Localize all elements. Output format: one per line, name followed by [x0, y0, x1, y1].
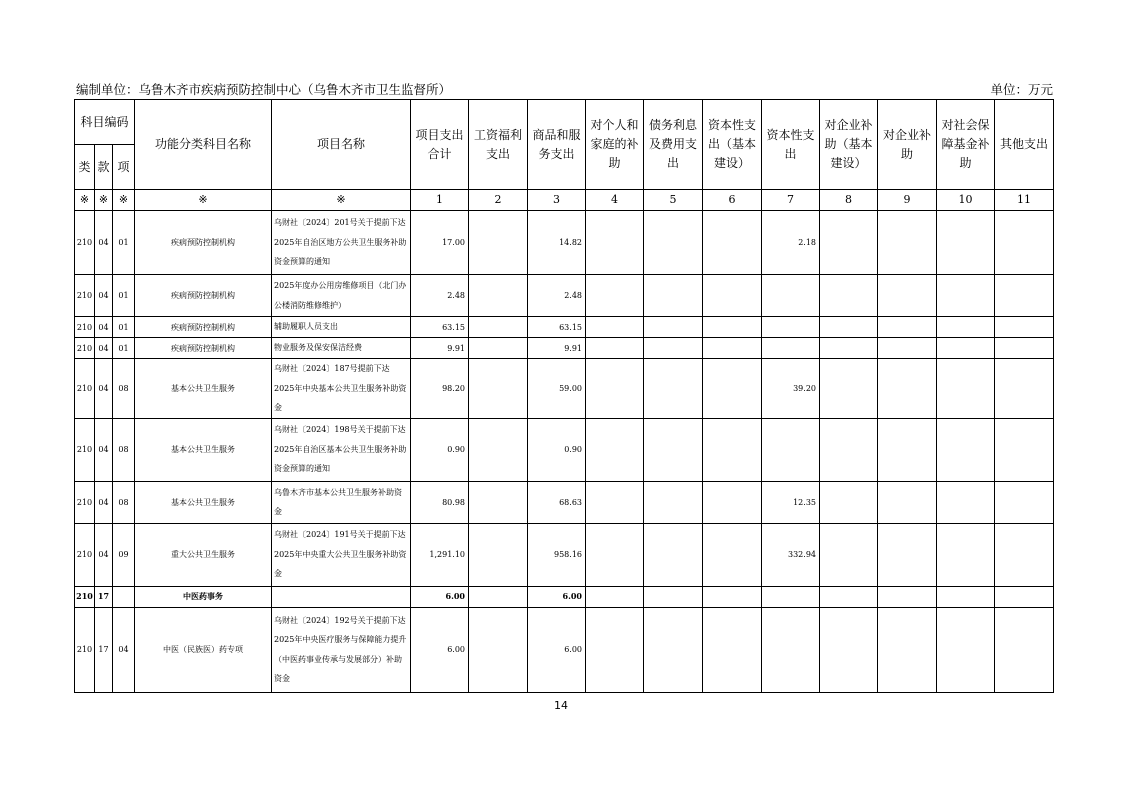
table-row: [75, 481, 1054, 523]
index-number: 1: [411, 190, 469, 211]
amount-capital-construction: [703, 607, 762, 692]
code-kuan: 04: [95, 418, 113, 481]
amount-goods-services: 0.90: [528, 418, 586, 481]
amount-enterprise-construction: [820, 338, 878, 359]
amount-debt-interest: [644, 211, 703, 275]
amount-goods-services: 68.63: [528, 481, 586, 523]
table-row: [75, 338, 1054, 359]
amount-social-security: [937, 275, 995, 317]
amount-goods-services: 6.00: [528, 607, 586, 692]
amount-social-security: [937, 338, 995, 359]
code-lei: 210: [75, 481, 95, 523]
amount-social-security: [937, 418, 995, 481]
amount-debt-interest: [644, 359, 703, 419]
amount-household-subsidy: [586, 211, 644, 275]
project-name-cell: 乌财社〔2024〕201号关于提前下达2025年自治区地方公共卫生服务补助资金预算的通知: [272, 211, 411, 275]
amount-capital: [762, 418, 820, 481]
code-kuan: 04: [95, 211, 113, 275]
amount-capital-construction: [703, 211, 762, 275]
amount-enterprise-subsidy: [878, 211, 937, 275]
index-number: 7: [762, 190, 820, 211]
amount-wages: [469, 418, 528, 481]
func-name-cell: 中医药事务: [135, 586, 272, 607]
amount-household-subsidy: [586, 275, 644, 317]
amount-other: [995, 523, 1054, 586]
amount-enterprise-construction: [820, 418, 878, 481]
amount-total: 0.90: [411, 418, 469, 481]
code-xiang: 08: [113, 359, 135, 419]
amount-total: 1,291.10: [411, 523, 469, 586]
amount-debt-interest: [644, 481, 703, 523]
amount-wages: [469, 275, 528, 317]
col-header-10: 对社会保障基金补助: [937, 100, 995, 190]
amount-household-subsidy: [586, 523, 644, 586]
col-header-4: 对个人和家庭的补助: [586, 100, 644, 190]
page-number: 14: [554, 699, 568, 712]
col-header-func-name: 功能分类科目名称: [135, 100, 272, 190]
amount-debt-interest: [644, 523, 703, 586]
project-name-cell: 物业服务及保安保洁经费: [272, 338, 411, 359]
amount-total: 63.15: [411, 317, 469, 338]
func-name-cell: 中医（民族医）药专项: [135, 607, 272, 692]
col-header-7: 资本性支出: [762, 100, 820, 190]
amount-social-security: [937, 523, 995, 586]
code-kuan: 04: [95, 275, 113, 317]
amount-goods-services: 958.16: [528, 523, 586, 586]
amount-capital: 2.18: [762, 211, 820, 275]
table-row: [75, 418, 1054, 481]
amount-capital-construction: [703, 523, 762, 586]
amount-other: [995, 607, 1054, 692]
col-header-2: 工资福利支出: [469, 100, 528, 190]
index-number: 10: [937, 190, 995, 211]
index-mark: ※: [113, 190, 135, 211]
amount-debt-interest: [644, 338, 703, 359]
code-kuan: 04: [95, 523, 113, 586]
amount-wages: [469, 607, 528, 692]
index-number: 8: [820, 190, 878, 211]
amount-social-security: [937, 317, 995, 338]
amount-goods-services: 6.00: [528, 586, 586, 607]
table-row: [75, 275, 1054, 317]
amount-capital: 39.20: [762, 359, 820, 419]
code-xiang: 01: [113, 317, 135, 338]
amount-other: [995, 418, 1054, 481]
amount-enterprise-subsidy: [878, 338, 937, 359]
amount-other: [995, 317, 1054, 338]
amount-enterprise-construction: [820, 586, 878, 607]
index-number: 9: [878, 190, 937, 211]
amount-capital-construction: [703, 481, 762, 523]
index-mark: ※: [75, 190, 95, 211]
index-mark: ※: [272, 190, 411, 211]
code-xiang: 01: [113, 338, 135, 359]
code-kuan: 04: [95, 481, 113, 523]
col-header-11: 其他支出: [995, 100, 1054, 190]
amount-debt-interest: [644, 418, 703, 481]
index-number: 6: [703, 190, 762, 211]
index-mark: ※: [135, 190, 272, 211]
col-header-6: 资本性支出（基本建设）: [703, 100, 762, 190]
amount-social-security: [937, 481, 995, 523]
amount-other: [995, 211, 1054, 275]
amount-enterprise-construction: [820, 481, 878, 523]
amount-enterprise-subsidy: [878, 418, 937, 481]
amount-social-security: [937, 586, 995, 607]
table-row: [75, 586, 1054, 607]
col-header-9: 对企业补助: [878, 100, 937, 190]
col-header-1: 项目支出合计: [411, 100, 469, 190]
amount-capital-construction: [703, 317, 762, 338]
code-lei: 210: [75, 607, 95, 692]
amount-goods-services: 63.15: [528, 317, 586, 338]
index-number: 11: [995, 190, 1054, 211]
amount-enterprise-subsidy: [878, 317, 937, 338]
amount-total: 98.20: [411, 359, 469, 419]
budget-table: [74, 99, 1054, 693]
amount-total: 6.00: [411, 607, 469, 692]
amount-enterprise-subsidy: [878, 275, 937, 317]
amount-debt-interest: [644, 275, 703, 317]
code-xiang: [113, 586, 135, 607]
project-name-cell: 乌财社〔2024〕198号关于提前下达2025年自治区基本公共卫生服务补助资金预算的通知: [272, 418, 411, 481]
project-name-cell: 乌财社〔2024〕191号关于提前下达2025年中央重大公共卫生服务补助资金: [272, 523, 411, 586]
amount-enterprise-construction: [820, 607, 878, 692]
code-lei: 210: [75, 275, 95, 317]
col-header-xiang: 项: [113, 145, 135, 190]
func-name-cell: 基本公共卫生服务: [135, 359, 272, 419]
amount-total: 2.48: [411, 275, 469, 317]
amount-enterprise-subsidy: [878, 607, 937, 692]
amount-enterprise-construction: [820, 359, 878, 419]
currency-unit: 单位：万元: [990, 82, 1053, 97]
project-name-cell: 乌财社〔2024〕192号关于提前下达2025年中央医疗服务与保障能力提升（中医药事业传承与发展部分）补助资金: [272, 607, 411, 692]
amount-capital: [762, 607, 820, 692]
index-number: 5: [644, 190, 703, 211]
project-name-cell: 2025年度办公用房维修项目（北门办公楼消防维修维护）: [272, 275, 411, 317]
amount-capital: [762, 338, 820, 359]
amount-enterprise-subsidy: [878, 481, 937, 523]
amount-social-security: [937, 211, 995, 275]
amount-capital: 12.35: [762, 481, 820, 523]
amount-enterprise-subsidy: [878, 523, 937, 586]
table-row: [75, 359, 1054, 419]
amount-capital-construction: [703, 359, 762, 419]
amount-capital-construction: [703, 586, 762, 607]
amount-wages: [469, 338, 528, 359]
amount-goods-services: 14.82: [528, 211, 586, 275]
table-row: [75, 211, 1054, 275]
amount-other: [995, 359, 1054, 419]
amount-other: [995, 275, 1054, 317]
code-xiang: 09: [113, 523, 135, 586]
project-name-cell: 乌财社〔2024〕187号提前下达2025年中央基本公共卫生服务补助资金: [272, 359, 411, 419]
col-header-8: 对企业补助（基本建设）: [820, 100, 878, 190]
func-name-cell: 重大公共卫生服务: [135, 523, 272, 586]
code-lei: 210: [75, 338, 95, 359]
table-body: [75, 211, 1054, 693]
index-number: 3: [528, 190, 586, 211]
amount-capital: 332.94: [762, 523, 820, 586]
amount-enterprise-subsidy: [878, 586, 937, 607]
project-name-cell: 乌鲁木齐市基本公共卫生服务补助资金: [272, 481, 411, 523]
amount-wages: [469, 481, 528, 523]
amount-wages: [469, 523, 528, 586]
table-row: [75, 317, 1054, 338]
amount-other: [995, 586, 1054, 607]
amount-total: 80.98: [411, 481, 469, 523]
project-name-cell: 辅助履职人员支出: [272, 317, 411, 338]
code-kuan: 04: [95, 317, 113, 338]
amount-enterprise-construction: [820, 317, 878, 338]
amount-household-subsidy: [586, 418, 644, 481]
project-name-cell: [272, 586, 411, 607]
amount-other: [995, 481, 1054, 523]
col-header-3: 商品和服务支出: [528, 100, 586, 190]
col-header-kuan: 款: [95, 145, 113, 190]
amount-capital-construction: [703, 338, 762, 359]
amount-household-subsidy: [586, 607, 644, 692]
amount-household-subsidy: [586, 481, 644, 523]
amount-goods-services: 59.00: [528, 359, 586, 419]
amount-social-security: [937, 359, 995, 419]
code-xiang: 08: [113, 481, 135, 523]
code-xiang: 04: [113, 607, 135, 692]
amount-total: 17.00: [411, 211, 469, 275]
table-row: [75, 523, 1054, 586]
code-xiang: 01: [113, 275, 135, 317]
code-kuan: 04: [95, 338, 113, 359]
amount-debt-interest: [644, 317, 703, 338]
amount-capital: [762, 317, 820, 338]
amount-enterprise-construction: [820, 523, 878, 586]
func-name-cell: 基本公共卫生服务: [135, 418, 272, 481]
code-kuan: 17: [95, 607, 113, 692]
amount-household-subsidy: [586, 586, 644, 607]
amount-enterprise-construction: [820, 275, 878, 317]
amount-household-subsidy: [586, 338, 644, 359]
amount-capital-construction: [703, 275, 762, 317]
code-lei: 210: [75, 418, 95, 481]
amount-capital-construction: [703, 418, 762, 481]
compiling-unit: 编制单位：乌鲁木齐市疾病预防控制中心（乌鲁木齐市卫生监督所）: [76, 82, 452, 97]
col-header-5: 债务利息及费用支出: [644, 100, 703, 190]
amount-enterprise-construction: [820, 211, 878, 275]
code-lei: 210: [75, 359, 95, 419]
amount-wages: [469, 586, 528, 607]
col-header-lei: 类: [75, 145, 95, 190]
code-xiang: 08: [113, 418, 135, 481]
amount-wages: [469, 317, 528, 338]
amount-social-security: [937, 607, 995, 692]
code-xiang: 01: [113, 211, 135, 275]
code-lei: 210: [75, 523, 95, 586]
func-name-cell: 疾病预防控制机构: [135, 211, 272, 275]
amount-goods-services: 9.91: [528, 338, 586, 359]
code-lei: 210: [75, 586, 95, 607]
func-name-cell: 基本公共卫生服务: [135, 481, 272, 523]
table-row: [75, 607, 1054, 692]
amount-goods-services: 2.48: [528, 275, 586, 317]
col-header-proj-name: 项目名称: [272, 100, 411, 190]
func-name-cell: 疾病预防控制机构: [135, 338, 272, 359]
amount-capital: [762, 275, 820, 317]
amount-total: 9.91: [411, 338, 469, 359]
amount-debt-interest: [644, 586, 703, 607]
amount-other: [995, 338, 1054, 359]
amount-household-subsidy: [586, 317, 644, 338]
code-lei: 210: [75, 211, 95, 275]
func-name-cell: 疾病预防控制机构: [135, 275, 272, 317]
index-mark: ※: [95, 190, 113, 211]
code-lei: 210: [75, 317, 95, 338]
amount-enterprise-subsidy: [878, 359, 937, 419]
index-number: 2: [469, 190, 528, 211]
amount-debt-interest: [644, 607, 703, 692]
amount-wages: [469, 211, 528, 275]
index-number: 4: [586, 190, 644, 211]
amount-wages: [469, 359, 528, 419]
amount-household-subsidy: [586, 359, 644, 419]
code-kuan: 17: [95, 586, 113, 607]
col-header-code: 科目编码: [75, 100, 135, 145]
amount-capital: [762, 586, 820, 607]
code-kuan: 04: [95, 359, 113, 419]
func-name-cell: 疾病预防控制机构: [135, 317, 272, 338]
amount-total: 6.00: [411, 586, 469, 607]
